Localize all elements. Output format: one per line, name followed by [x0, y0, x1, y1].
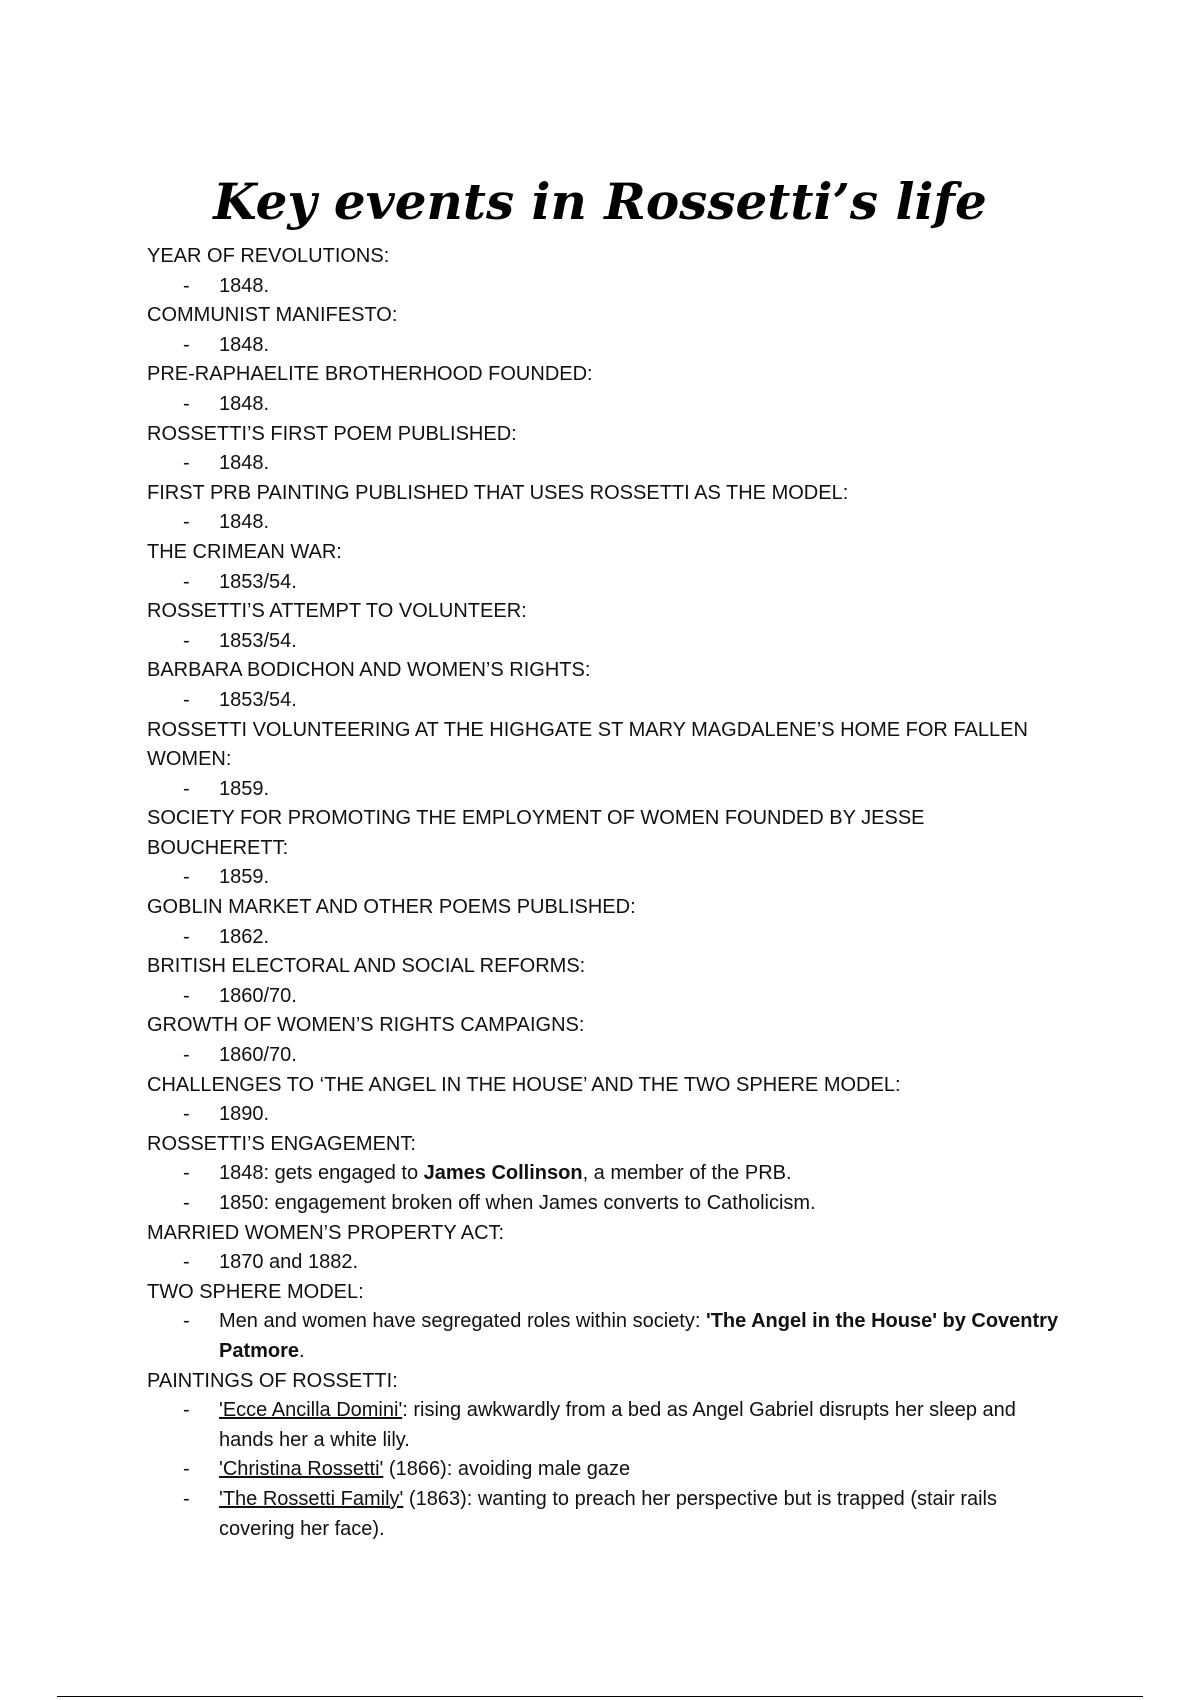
bullet-text: 1853/54.: [219, 570, 297, 593]
event-bullets: [147, 331, 1067, 361]
bullet-text: 1848.: [219, 511, 270, 534]
event-block: [147, 656, 1067, 715]
event-block: [147, 538, 1067, 597]
bullet-item: [147, 1307, 1067, 1366]
event-block: [147, 301, 1067, 360]
bullet-text: .: [299, 1339, 305, 1362]
dash-bullet-icon: -: [183, 1103, 190, 1126]
bullet-text: (1863): wanting to preach her perspective but is trapped (stair rails covering her face).: [219, 1487, 997, 1540]
event-heading: PRE-RAPHAELITE BROTHERHOOD FOUNDED:: [147, 363, 593, 386]
event-bullets: [147, 775, 1067, 805]
event-heading: ROSSETTI’S ATTEMPT TO VOLUNTEER:: [147, 600, 527, 623]
bullet-text: 1853/54.: [219, 688, 297, 711]
bullet-item: [147, 568, 1067, 598]
bullet-text: 1848.: [219, 392, 270, 415]
bullet-item: [147, 982, 1067, 1012]
bullet-item: [147, 1485, 1067, 1544]
bullet-item: [147, 1396, 1067, 1455]
bullet-item: [147, 1455, 1067, 1485]
dash-bullet-icon: -: [183, 570, 190, 593]
dash-bullet-icon: -: [183, 1487, 190, 1510]
event-block: [147, 1071, 1067, 1130]
footer-rule: [57, 1696, 1143, 1697]
bullet-text: (1866): avoiding male gaze: [383, 1458, 631, 1481]
event-heading: THE CRIMEAN WAR:: [147, 540, 342, 563]
bullet-text: 1859.: [219, 866, 270, 889]
bullet-item: [147, 775, 1067, 805]
event-heading: SOCIETY FOR PROMOTING THE EMPLOYMENT OF WOMEN FOUNDED BY JESSE BOUCHERETT:: [147, 807, 925, 859]
dash-bullet-icon: -: [183, 1458, 190, 1481]
dash-bullet-icon: -: [183, 452, 190, 475]
bullet-item: [147, 1159, 1067, 1189]
event-block: [147, 1011, 1067, 1070]
bullet-text: 1850: engagement broken off when James converts to Catholicism.: [219, 1192, 816, 1214]
event-heading: ROSSETTI’S FIRST POEM PUBLISHED:: [147, 422, 517, 445]
event-bullets: [147, 982, 1067, 1012]
event-bullets: [147, 923, 1067, 953]
dash-bullet-icon: -: [183, 1251, 190, 1274]
event-block: [147, 1367, 1067, 1545]
event-heading: YEAR OF REVOLUTIONS:: [147, 245, 390, 267]
bullet-item: [147, 1100, 1067, 1130]
painting-title-link[interactable]: 'Christina Rossetti': [219, 1458, 384, 1481]
dash-bullet-icon: -: [183, 984, 190, 1007]
event-block: [147, 893, 1067, 952]
event-block: [147, 479, 1067, 538]
bullet-text: 1860/70.: [219, 984, 297, 1007]
event-bullets: [147, 390, 1067, 420]
event-bullets: [147, 1041, 1067, 1071]
event-block: [147, 1219, 1067, 1278]
bullet-text: , a member of the PRB.: [582, 1162, 792, 1185]
bullet-text: 1859.: [219, 777, 270, 800]
event-bullets: [147, 1100, 1067, 1130]
event-bullets: [147, 1159, 1067, 1218]
bullet-text: 1890.: [219, 1103, 270, 1126]
bullet-item: [147, 863, 1067, 893]
dash-bullet-icon: -: [183, 1310, 190, 1333]
event-block: [147, 716, 1067, 805]
bullet-text: 1848.: [219, 274, 270, 297]
dash-bullet-icon: -: [183, 1162, 190, 1185]
event-bullets: [147, 272, 1067, 302]
bullet-item: [147, 272, 1067, 302]
painting-title-link[interactable]: 'Ecce Ancilla Domini': [219, 1399, 403, 1422]
dash-bullet-icon: -: [183, 274, 190, 297]
bullet-text: 1853/54.: [219, 629, 297, 652]
event-block: [147, 360, 1067, 419]
event-block: [147, 242, 1067, 301]
bullet-text: : rising awkwardly from a bed as Angel Gabriel disrupts her sleep and hands her a white lily.: [219, 1399, 1016, 1451]
events-list: [147, 242, 1067, 1544]
dash-bullet-icon: -: [183, 333, 190, 356]
event-heading: COMMUNIST MANIFESTO:: [147, 304, 398, 327]
event-block: [147, 597, 1067, 656]
event-heading: BARBARA BODICHON AND WOMEN’S RIGHTS:: [147, 659, 591, 682]
bullet-item: [147, 1248, 1067, 1278]
event-heading: MARRIED WOMEN’S PROPERTY ACT:: [147, 1221, 505, 1244]
event-bullets: [147, 863, 1067, 893]
dash-bullet-icon: -: [183, 866, 190, 889]
dash-bullet-icon: -: [183, 688, 190, 711]
bullet-text: 1848.: [219, 333, 270, 356]
event-block: [147, 804, 1067, 893]
event-bullets: [147, 449, 1067, 479]
bullet-text: 1848.: [219, 452, 270, 475]
event-bullets: [147, 1248, 1067, 1278]
event-heading: TWO SPHERE MODEL:: [147, 1280, 364, 1303]
bullet-text: 1848: gets engaged to: [219, 1162, 424, 1185]
bullet-item: [147, 1041, 1067, 1071]
event-heading: ROSSETTI VOLUNTEERING AT THE HIGHGATE ST MARY MAGDALENE’S HOME FOR FALLEN WOMEN:: [147, 718, 1028, 771]
bullet-item: [147, 1189, 1067, 1219]
event-bullets: [147, 1307, 1067, 1366]
dash-bullet-icon: -: [183, 629, 190, 652]
event-block: [147, 1130, 1067, 1219]
event-bullets: [147, 1396, 1067, 1544]
event-bullets: [147, 627, 1067, 657]
event-block: [147, 420, 1067, 479]
dash-bullet-icon: -: [183, 1044, 190, 1067]
event-heading: CHALLENGES TO ‘THE ANGEL IN THE HOUSE’ AND THE TWO SPHERE MODEL:: [147, 1073, 901, 1096]
bullet-text: 1860/70.: [219, 1044, 297, 1067]
page-title: Key events in Rossetti’s life: [213, 171, 987, 231]
bullet-text: Men and women have segregated roles within society:: [219, 1310, 706, 1333]
event-heading: ROSSETTI’S ENGAGEMENT:: [147, 1132, 416, 1155]
event-bullets: [147, 686, 1067, 716]
bold-text: James Collinson: [423, 1162, 583, 1185]
event-heading: GOBLIN MARKET AND OTHER POEMS PUBLISHED:: [147, 896, 636, 919]
event-bullets: [147, 508, 1067, 538]
dash-bullet-icon: -: [183, 511, 190, 534]
bullet-item: [147, 449, 1067, 479]
event-block: [147, 1278, 1067, 1367]
event-heading: GROWTH OF WOMEN’S RIGHTS CAMPAIGNS:: [147, 1014, 585, 1037]
dash-bullet-icon: -: [183, 1399, 190, 1422]
event-heading: BRITISH ELECTORAL AND SOCIAL REFORMS:: [147, 955, 586, 978]
bullet-item: [147, 923, 1067, 953]
event-bullets: [147, 568, 1067, 598]
painting-title-link[interactable]: 'The Rossetti Family': [219, 1487, 404, 1510]
bullet-text: 1862.: [219, 925, 270, 948]
bullet-text: 1870 and 1882.: [219, 1251, 359, 1274]
dash-bullet-icon: -: [183, 1192, 190, 1214]
event-heading: PAINTINGS OF ROSSETTI:: [147, 1369, 398, 1392]
bullet-item: [147, 331, 1067, 361]
bullet-item: [147, 508, 1067, 538]
bullet-item: [147, 390, 1067, 420]
event-heading: FIRST PRB PAINTING PUBLISHED THAT USES ROSSETTI AS THE MODEL:: [147, 481, 849, 504]
dash-bullet-icon: -: [183, 925, 190, 948]
bold-text: 'The Angel in the House' by Coventry Patmore: [219, 1310, 1059, 1362]
dash-bullet-icon: -: [183, 777, 190, 800]
bullet-item: [147, 627, 1067, 657]
dash-bullet-icon: -: [183, 392, 190, 415]
bullet-item: [147, 686, 1067, 716]
event-block: [147, 952, 1067, 1011]
